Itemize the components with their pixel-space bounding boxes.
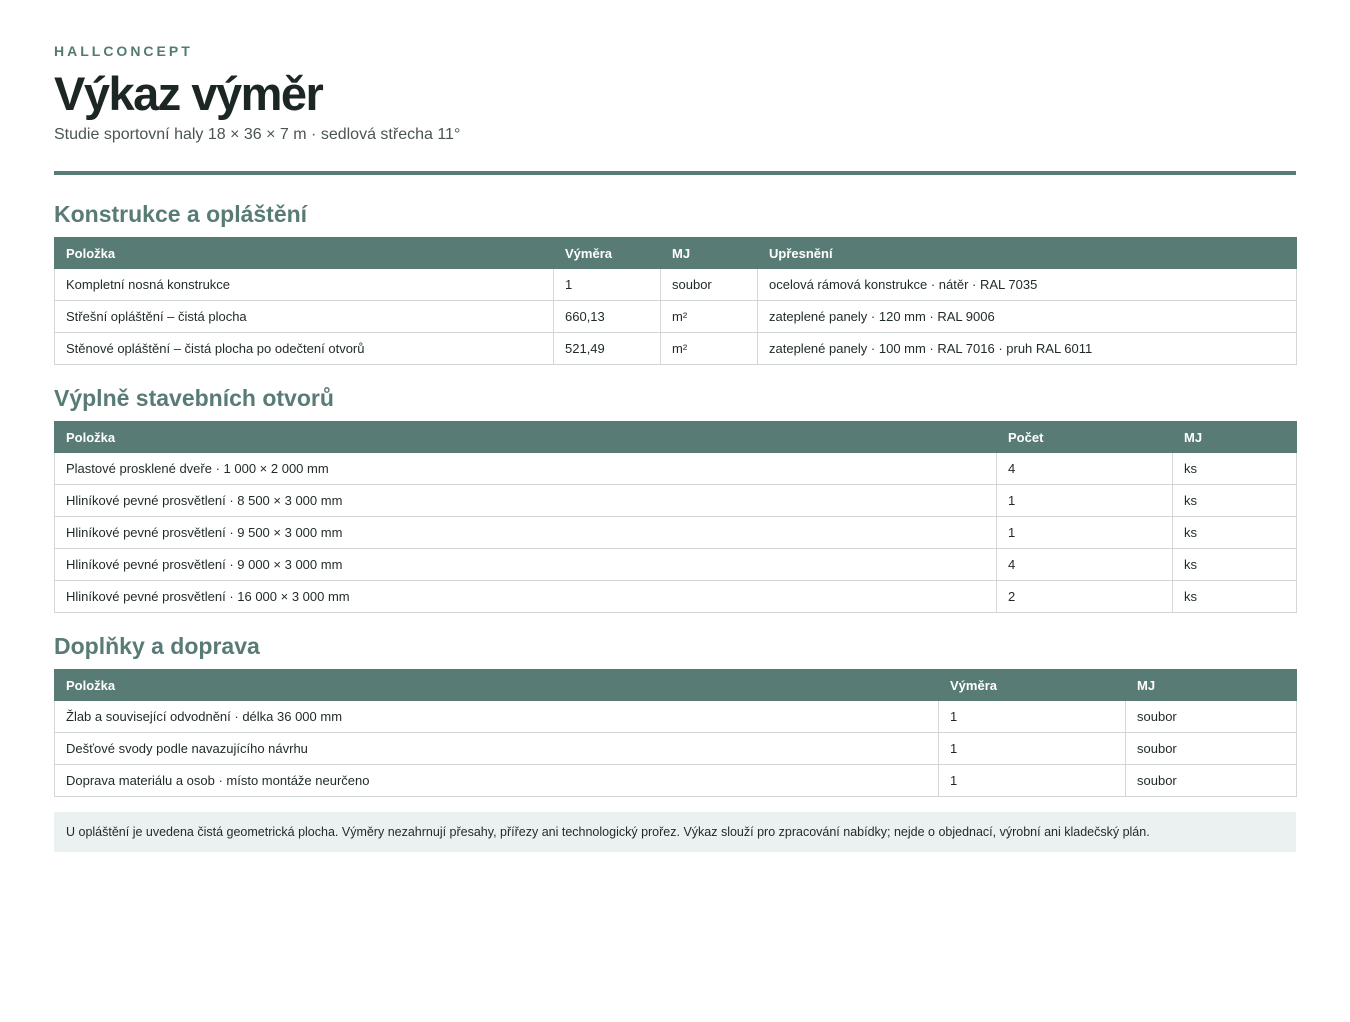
table-cell: ocelová rámová konstrukce · nátěr · RAL 7035: [758, 269, 1297, 301]
table-cell: soubor: [1126, 765, 1297, 797]
table-cell: 1: [939, 765, 1126, 797]
column-header: Položka: [55, 670, 939, 701]
table-cell: Hliníkové pevné prosvětlení · 8 500 × 3 000 mm: [55, 485, 997, 517]
table-row: [55, 517, 1297, 549]
header-divider: [54, 171, 1296, 175]
table-cell: zateplené panely · 120 mm · RAL 9006: [758, 301, 1297, 333]
table-cell: ks: [1173, 485, 1297, 517]
table-row: [55, 301, 1297, 333]
table-cell: Žlab a související odvodnění · délka 36 000 mm: [55, 701, 939, 733]
column-header: Výměra: [939, 670, 1126, 701]
table-cell: Kompletní nosná konstrukce: [55, 269, 554, 301]
table-cell: Hliníkové pevné prosvětlení · 9 500 × 3 000 mm: [55, 517, 997, 549]
footnote-box: U opláštění je uvedena čistá geometrická plocha. Výměry nezahrnují přesahy, přířezy ani technologický prořez. Výkaz slouží pro zpracování nabídky; nejde o objednací, výrobní ani kladečský plán.: [54, 812, 1296, 852]
table-cell: m²: [661, 333, 758, 365]
table-row: [55, 701, 1297, 733]
table-cell: 660,13: [554, 301, 661, 333]
table-cell: 521,49: [554, 333, 661, 365]
table-cell: Hliníkové pevné prosvětlení · 16 000 × 3 000 mm: [55, 581, 997, 613]
table-cell: 1: [939, 701, 1126, 733]
table-cell: Stěnové opláštění – čistá plocha po odečtení otvorů: [55, 333, 554, 365]
table-cell: 1: [554, 269, 661, 301]
table-cell: soubor: [1126, 701, 1297, 733]
table-cell: Hliníkové pevné prosvětlení · 9 000 × 3 000 mm: [55, 549, 997, 581]
column-header: Položka: [55, 422, 997, 453]
table-vyplne: [54, 421, 1297, 613]
table-row: [55, 453, 1297, 485]
table-cell: 1: [997, 517, 1173, 549]
table-header-row: [55, 422, 1297, 453]
table-cell: ks: [1173, 549, 1297, 581]
column-header: Upřesnění: [758, 238, 1297, 269]
table-cell: soubor: [1126, 733, 1297, 765]
table-row: [55, 269, 1297, 301]
brand-label: HALLCONCEPT: [54, 43, 193, 59]
table-cell: Dešťové svody podle navazujícího návrhu: [55, 733, 939, 765]
table-row: [55, 333, 1297, 365]
table-row: [55, 581, 1297, 613]
table-cell: 1: [939, 733, 1126, 765]
table-cell: ks: [1173, 453, 1297, 485]
table-doplnky: [54, 669, 1297, 797]
section-title-vyplne: Výplně stavebních otvorů: [54, 385, 334, 411]
table-cell: m²: [661, 301, 758, 333]
column-header: MJ: [1173, 422, 1297, 453]
column-header: Počet: [997, 422, 1173, 453]
column-header: MJ: [1126, 670, 1297, 701]
column-header: MJ: [661, 238, 758, 269]
column-header: Výměra: [554, 238, 661, 269]
table-cell: 2: [997, 581, 1173, 613]
table-cell: zateplené panely · 100 mm · RAL 7016 · pruh RAL 6011: [758, 333, 1297, 365]
table-row: [55, 765, 1297, 797]
table-cell: Doprava materiálu a osob · místo montáže neurčeno: [55, 765, 939, 797]
table-cell: ks: [1173, 517, 1297, 549]
table-header-row: [55, 670, 1297, 701]
table-cell: ks: [1173, 581, 1297, 613]
table-cell: 1: [997, 485, 1173, 517]
page-subtitle: Studie sportovní haly 18 × 36 × 7 m · sedlová střecha 11°: [54, 126, 461, 143]
table-row: [55, 549, 1297, 581]
table-cell: soubor: [661, 269, 758, 301]
table-cell: 4: [997, 453, 1173, 485]
table-header-row: [55, 238, 1297, 269]
column-header: Položka: [55, 238, 554, 269]
table-konstrukce: [54, 237, 1297, 365]
table-cell: Plastové prosklené dveře · 1 000 × 2 000 mm: [55, 453, 997, 485]
table-cell: 4: [997, 549, 1173, 581]
section-title-konstrukce: Konstrukce a opláštění: [54, 201, 308, 227]
section-title-doplnky: Doplňky a doprava: [54, 633, 260, 659]
table-row: [55, 485, 1297, 517]
table-row: [55, 733, 1297, 765]
table-cell: Střešní opláštění – čistá plocha: [55, 301, 554, 333]
page-title: Výkaz výměr: [54, 67, 323, 120]
